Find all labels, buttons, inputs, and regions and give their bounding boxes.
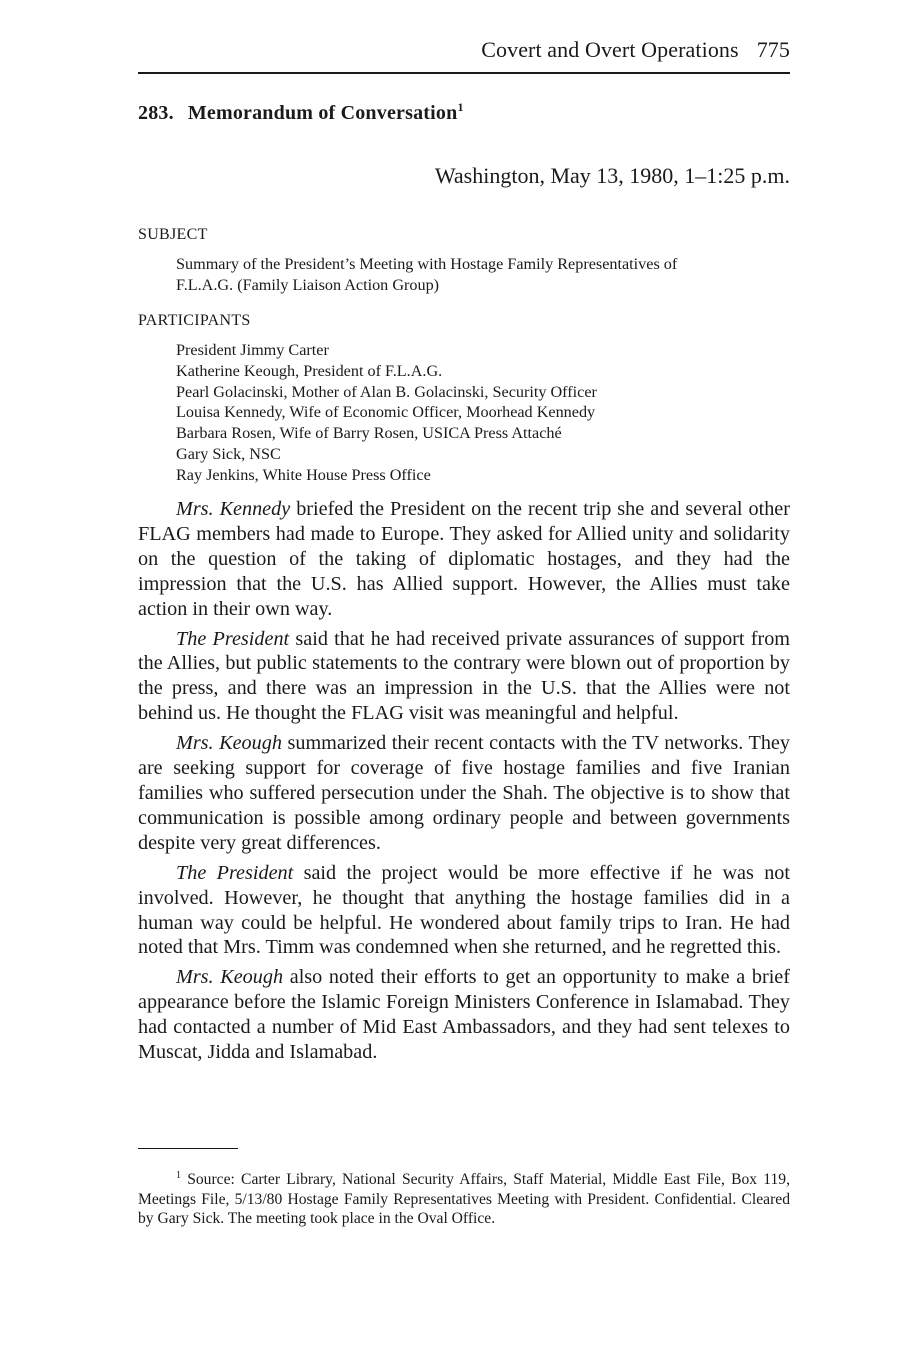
speaker: The President [176, 627, 290, 650]
participant: Pearl Golacinski, Mother of Alan B. Golacinski, Security Officer [176, 382, 597, 401]
participants-label: PARTICIPANTS [138, 312, 251, 329]
running-head [481, 37, 790, 63]
subject-text [176, 254, 776, 296]
participant: President Jimmy Carter [176, 341, 329, 359]
subject-line: F.L.A.G. (Family Liaison Action Group) [176, 275, 440, 294]
paragraph [138, 497, 790, 622]
speaker: Mrs. Kennedy [176, 498, 291, 520]
running-title: Covert and Overt Operations [481, 37, 739, 62]
paragraph [138, 861, 790, 961]
footnote-text: Source: Carter Library, National Security Affairs, Staff Material, Middle East File, Box 119, Meetings File, 5/13/80 Hostage Family Representatives Meeting with President. Confidential. Cleared by Gary Sick. The meeting took place in the Oval Office. [138, 1171, 790, 1227]
participant: Barbara Rosen, Wife of Barry Rosen, USICA Press Attaché [176, 424, 562, 443]
document-title [138, 100, 464, 125]
speaker: Mrs. Keough [176, 732, 282, 755]
participant: Gary Sick, NSC [176, 444, 281, 463]
participant: Ray Jenkins, White House Press Office [176, 465, 431, 484]
subject-line: Summary of the President’s Meeting with Hostage Family Representatives of [176, 255, 678, 273]
running-header [138, 36, 790, 74]
participant: Louisa Kennedy, Wife of Economic Officer, Moorhead Kennedy [176, 403, 596, 422]
paragraph-text: said that he had received private assurances of support from the Allies, but public statements to the contrary were blown out of proportion by the press, and there was an impression in the U.S. that the Allies were not behind us. He thought the FLAG visit was meaningful and helpful. [138, 627, 790, 725]
document-title-text: Memorandum of Conversation [187, 102, 458, 124]
page-number: 775 [756, 37, 790, 62]
speaker: The President [176, 861, 294, 884]
paragraph [138, 731, 790, 856]
body-text [138, 497, 790, 1070]
document-number: 283. [138, 102, 174, 124]
paragraph-text: also noted their efforts to get an opportunity to make a brief appearance before the Islamic Foreign Ministers Conference in Islamabad. They had contacted a number of Mid East Ambassadors, and they had sent telexes to Muscat, Jidda and Islamabad. [138, 966, 790, 1064]
footnote-divider [138, 1148, 238, 1149]
paragraph-text: briefed the President on the recent trip she and several other FLAG members had made to Europe. They asked for Allied unity and solidarity on the question of the taking of diplomatic hostages, and they had the impression that the U.S. has Allied support. However, the Allies must take action in their own way. [138, 498, 790, 620]
participant: Katherine Keough, President of F.L.A.G. [176, 361, 443, 380]
footnote [138, 1166, 790, 1229]
subject-label: SUBJECT [138, 226, 208, 243]
dateline: Washington, May 13, 1980, 1–1:25 p.m. [434, 163, 790, 188]
paragraph [138, 965, 790, 1065]
paragraph-text: summarized their recent contacts with the TV networks. They are seeking support for coverage of five hostage families and five Iranian families who suffered persecution under the Shah. The objective is to show that communication is possible among ordinary people and between governments despite very great differences. [138, 732, 790, 854]
paragraph-text: said the project would be more effective if he was not involved. However, he thought that anything the hostage families did in a human way could be helpful. He wondered about family trips to Iran. He had noted that Mrs. Timm was condemned when she returned, and he regretted this. [138, 861, 790, 959]
speaker: Mrs. Keough [176, 966, 284, 989]
footnote-marker: 1 [176, 1170, 181, 1181]
participants-list [176, 340, 776, 486]
footnote-marker-ref: 1 [457, 100, 464, 114]
paragraph [138, 627, 790, 727]
